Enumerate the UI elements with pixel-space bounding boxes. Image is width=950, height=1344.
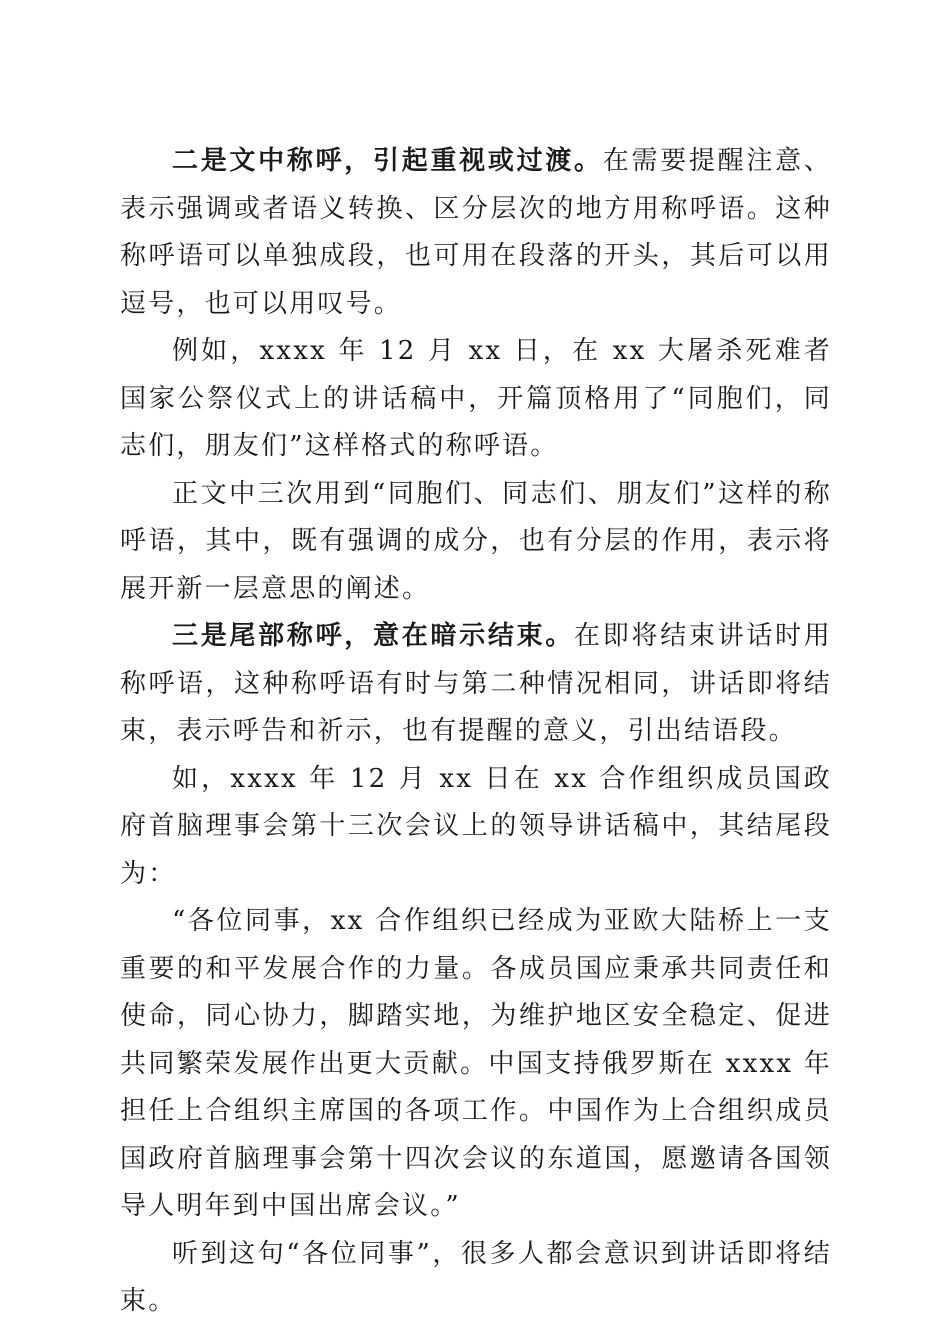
- paragraph-1-body: 在需要提醒注意、表示强调或者语义转换、区分层次的地方用称呼语。这种称呼语可以单独成段，也可用在段落的开头，其后可以用逗号，也可以用叹号。: [120, 146, 832, 319]
- paragraph-1: [120, 138, 832, 328]
- paragraph-3: 正文中三次用到“同胞们、同志们、朋友们”这样的称呼语，其中，既有强调的成分，也有分层的作用，表示将展开新一层意思的阐述。: [120, 478, 832, 604]
- paragraph-4: [120, 613, 832, 756]
- paragraph-4-body: 在即将结束讲话时用称呼语，这种称呼语有时与第二种情况相同，讲话即将结束，表示呼告和祈示，也有提醒的意义，引出结语段。: [120, 621, 832, 746]
- paragraph-4-heading: 三是尾部称呼，意在暗示结束。: [172, 621, 575, 651]
- paragraph-1-heading: 二是文中称呼，引起重视或过渡。: [172, 146, 603, 176]
- paragraph-5: 如，xxxx 年 12 月 xx 日在 xx 合作组织成员国政府首脑理事会第十三次会议上的领导讲话稿中，其结尾段为：: [120, 763, 832, 889]
- paragraph-2: 例如，xxxx 年 12 月 xx 日，在 xx 大屠杀死难者国家公祭仪式上的讲话稿中，开篇顶格用了“同胞们，同志们，朋友们”这样格式的称呼语。: [120, 336, 832, 461]
- document-page: [120, 138, 832, 1326]
- paragraph-6-quote: “各位同事，xx 合作组织已经成为亚欧大陆桥上一支重要的和平发展合作的力量。各成员国应秉承共同责任和使命，同心协力，脚踏实地，为维护地区安全稳定、促进共同繁荣发展作出更大贡献。中国支持俄罗斯在 xxxx 年担任上合组织主席国的各项工作。中国作为上合组织成员国政府首脑理事会第十四次会议的东道国，愿邀请各国领导人明年到中国出席会议。”: [120, 906, 832, 1221]
- paragraph-7: 听到这句“各位同事”，很多人都会意识到讲话即将结束。: [120, 1238, 832, 1316]
